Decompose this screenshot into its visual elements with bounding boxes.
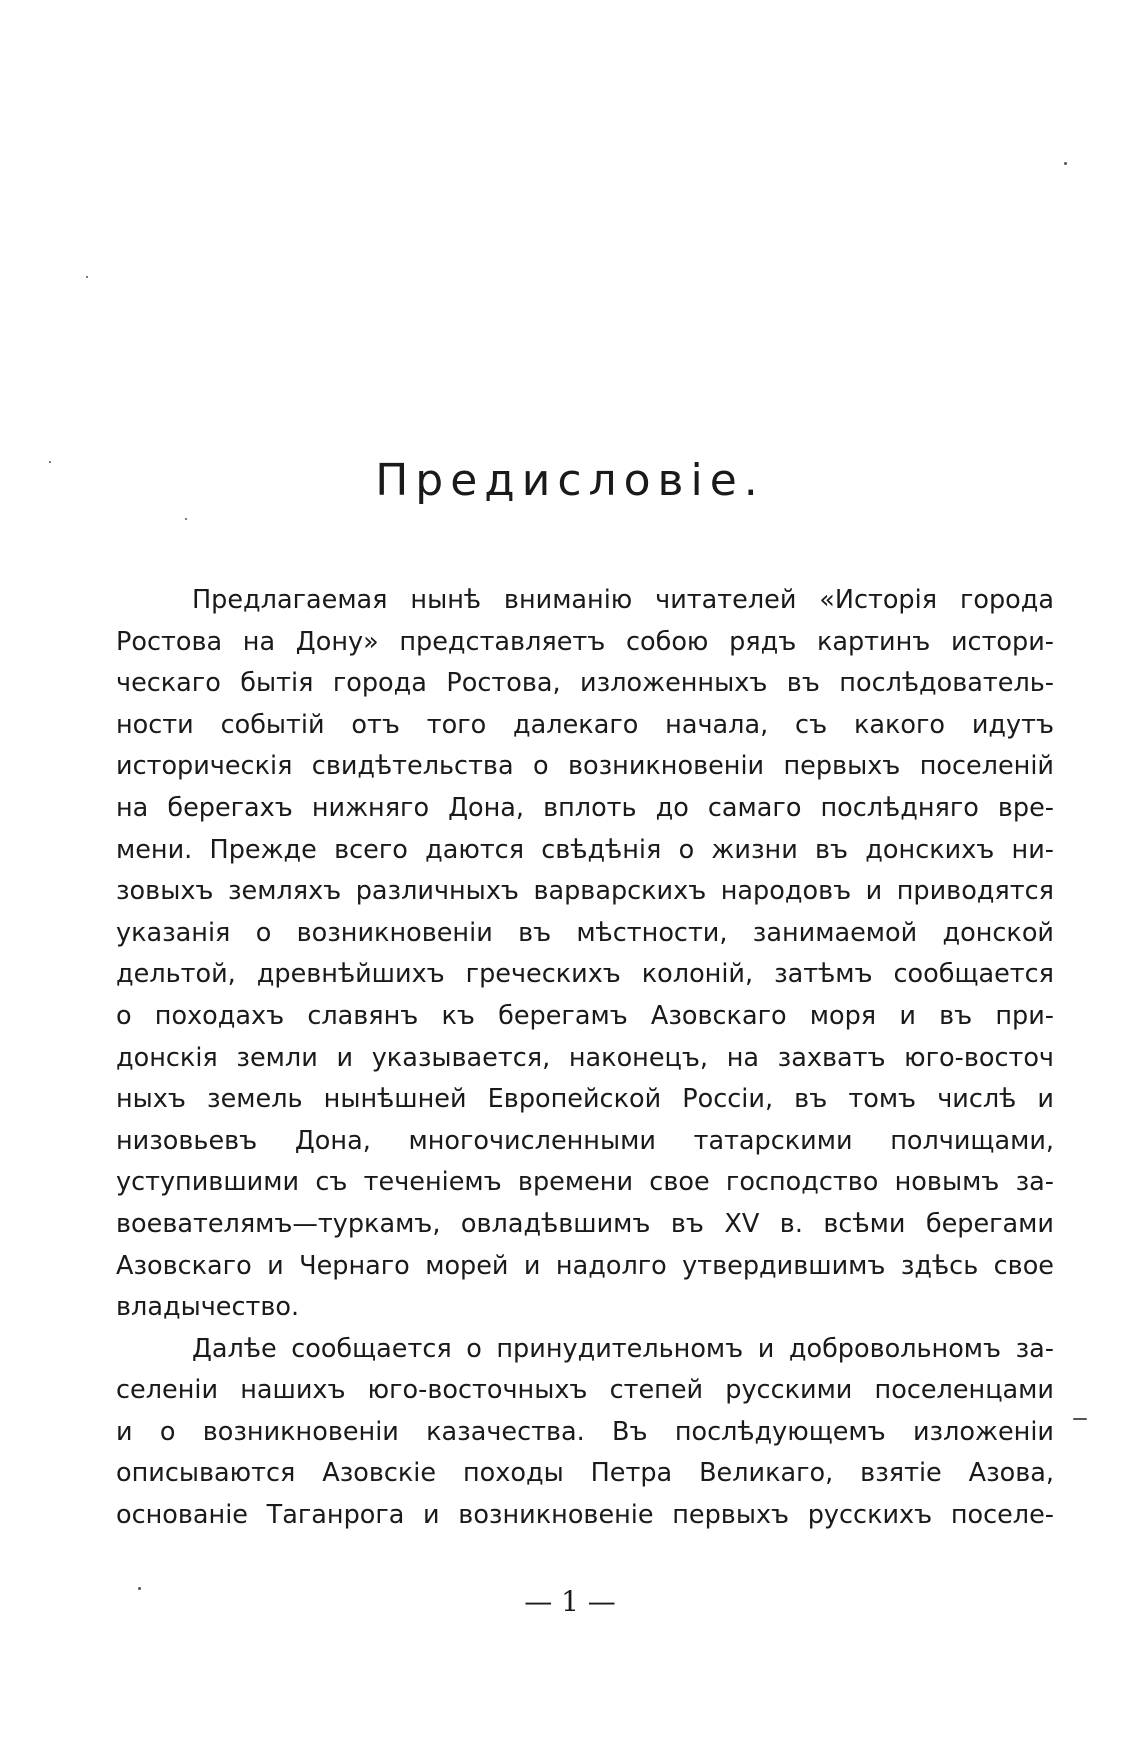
page-title: Предисловіе. (375, 455, 765, 506)
text-line: низовьевъ Дона, многочисленными татарскими полчищами, (116, 1125, 1054, 1156)
text-line: уступившими съ теченіемъ времени свое господство новымъ за- (116, 1167, 1054, 1198)
text-line: Ростова на Дону» представляетъ собою рядъ картинъ истори- (116, 626, 1054, 657)
text-line: о походахъ славянъ къ берегамъ Азовскаго моря и въ при- (116, 1000, 1054, 1031)
text-line: и о возникновеніи казачества. Въ послѣдующемъ изложеніи (116, 1416, 1054, 1447)
paragraph-2 (116, 1329, 1054, 1537)
body-text (116, 580, 1054, 1537)
paragraph-1 (116, 580, 1054, 1329)
text-line: указанія о возникновеніи въ мѣстности, занимаемой донской (116, 917, 1054, 948)
page-number: — 1 — (524, 1585, 616, 1618)
text-line: описываются Азовскіе походы Петра Великаго, взятіе Азова, (116, 1458, 1054, 1489)
text-line: селеніи нашихъ юго-восточныхъ степей русскими поселенцами (116, 1375, 1054, 1406)
text-line: владычество. (116, 1292, 300, 1323)
print-speck (1064, 162, 1067, 165)
text-line: Азовскаго и Чернаго морей и надолго утвердившимъ здѣсь свое (116, 1250, 1054, 1281)
print-speck (1073, 1418, 1087, 1420)
text-line: ныхъ земель нынѣшней Европейской Россіи, въ томъ числѣ и (116, 1084, 1054, 1115)
text-line: зовыхъ земляхъ различныхъ варварскихъ народовъ и приводятся (116, 876, 1054, 907)
text-line: историческія свидѣтельства о возникновеніи первыхъ поселеній (116, 751, 1054, 782)
text-line: ческаго бытія города Ростова, изложенныхъ въ послѣдователь- (116, 668, 1054, 699)
text-line: мени. Прежде всего даются свѣдѣнія о жизни въ донскихъ ни- (116, 834, 1054, 865)
text-line: дельтой, древнѣйшихъ греческихъ колоній, затѣмъ сообщается (116, 959, 1054, 990)
text-line: основаніе Таганрога и возникновеніе первыхъ русскихъ поселе- (116, 1500, 1054, 1531)
text-line: Предлагаемая нынѣ вниманію читателей «Исторія города (192, 585, 1054, 615)
print-speck (86, 276, 88, 278)
text-line: донскія земли и указывается, наконецъ, на захватъ юго-восточ (116, 1042, 1054, 1073)
text-line: Далѣе сообщается о принудительномъ и добровольномъ за- (192, 1333, 1054, 1364)
print-speck (185, 518, 187, 520)
text-line: ности событій отъ того далекаго начала, съ какого идутъ (116, 709, 1054, 740)
text-line: воевателямъ—туркамъ, овладѣвшимъ въ XV в. всѣми берегами (116, 1208, 1054, 1239)
text-line: на берегахъ нижняго Дона, вплоть до самаго послѣдняго вре- (116, 792, 1054, 823)
